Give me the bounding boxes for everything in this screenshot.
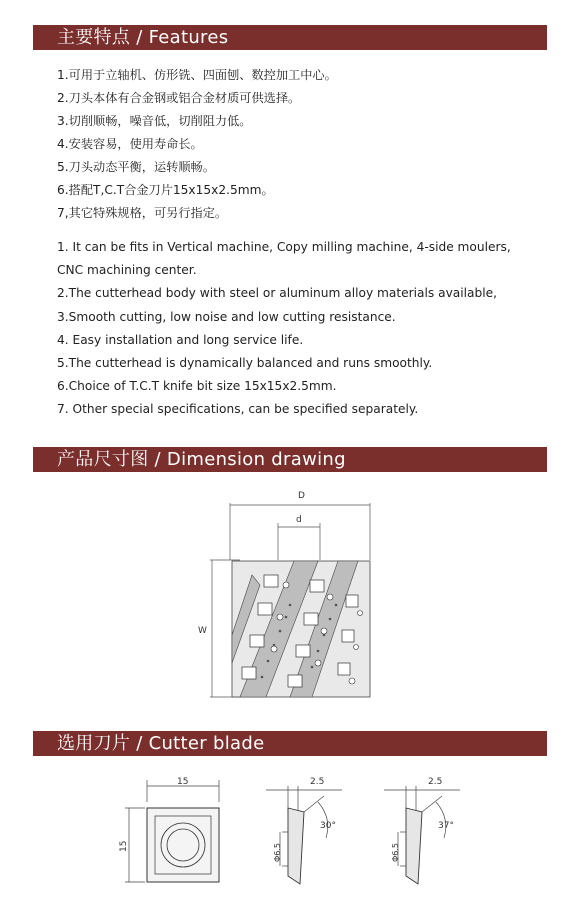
blade-angle-label-2: 37° xyxy=(438,821,454,831)
feature-en-item: 5.The cutterhead is dynamically balanced and runs smoothly. xyxy=(57,356,433,371)
features-banner xyxy=(33,25,547,50)
blade-thickness-label-1: 2.5 xyxy=(310,777,325,787)
feature-cn-item: 5.刀头动态平衡，运转顺畅。 xyxy=(57,160,215,174)
feature-cn-item: 1.可用于立轴机、仿形铣、四面刨、数控加工中心。 xyxy=(57,68,337,82)
feature-cn-item: 4.安装容易，使用寿命长。 xyxy=(57,137,203,151)
feature-cn-item: 7,其它特殊规格，可另行指定。 xyxy=(57,206,228,220)
cutterhead-illustration xyxy=(232,561,370,697)
blade-front-view xyxy=(115,772,235,892)
blade-side-view-30 xyxy=(262,772,352,892)
dimension-banner xyxy=(33,447,547,472)
blade-diameter-label-2: Φ6.5 xyxy=(391,842,400,862)
feature-cn-item: 3.切削顺畅，噪音低，切削阻力低。 xyxy=(57,114,252,128)
blade-width-label: 15 xyxy=(177,777,189,787)
features-cn-list xyxy=(57,64,337,225)
blade-diameter-label-1: Φ6.5 xyxy=(273,842,282,862)
features-title: 主要特点 / Features xyxy=(57,27,229,48)
dimension-W-label: W xyxy=(198,626,207,636)
blade-angle-label-1: 30° xyxy=(320,821,336,831)
dimension-d-label: d xyxy=(296,515,302,525)
feature-cn-item: 6.搭配T,C.T合金刀片15x15x2.5mm。 xyxy=(57,183,274,197)
dimension-drawing xyxy=(190,485,390,705)
dimension-title: 产品尺寸图 / Dimension drawing xyxy=(57,449,346,470)
feature-en-item: 2.The cutterhead body with steel or aluminum alloy materials available, xyxy=(57,286,498,301)
blade-thickness-label-2: 2.5 xyxy=(428,777,443,787)
feature-en-item: 6.Choice of T.C.T knife bit size 15x15x2.5mm. xyxy=(57,379,337,394)
feature-en-item: 4. Easy installation and long service life. xyxy=(57,332,304,347)
blade-title: 选用刀片 / Cutter blade xyxy=(57,733,265,754)
feature-en-item: 3.Smooth cutting, low noise and low cutting resistance. xyxy=(57,309,396,324)
dimension-D-label: D xyxy=(298,491,305,501)
feature-en-item: 1. It can be fits in Vertical machine, Copy milling machine, 4-side moulers, CNC machining center. xyxy=(57,240,511,278)
feature-cn-item: 2.刀头本体有合金钢或铝合金材质可供选择。 xyxy=(57,91,301,105)
blade-side-view-37 xyxy=(380,772,470,892)
blade-height-label: 15 xyxy=(119,840,129,852)
features-en-list xyxy=(57,236,537,422)
blade-banner xyxy=(33,731,547,756)
feature-en-item: 7. Other special specifications, can be specified separately. xyxy=(57,402,419,417)
